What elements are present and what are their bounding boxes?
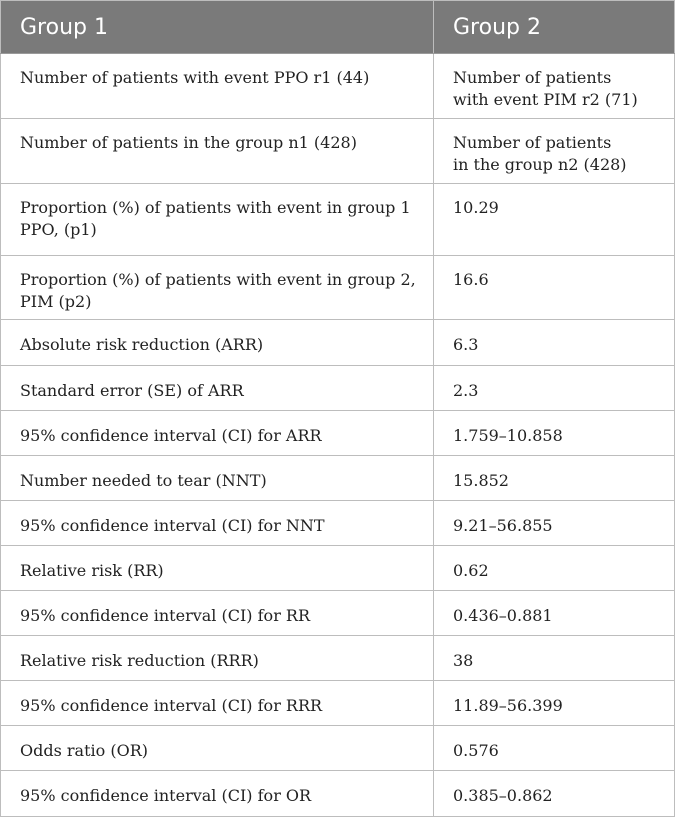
row-label: Number of patients in the group n1 (428) <box>1 119 434 184</box>
table-row <box>1 366 675 411</box>
row-value: 38 <box>434 636 675 681</box>
row-value: Number of patients with event PIM r2 (71) <box>434 54 675 119</box>
row-label: Number of patients with event PPO r1 (44) <box>1 54 434 119</box>
row-value: 9.21–56.855 <box>434 501 675 546</box>
table-row <box>1 501 675 546</box>
table-row <box>1 726 675 771</box>
row-label: Standard error (SE) of ARR <box>1 366 434 411</box>
row-value: 11.89–56.399 <box>434 681 675 726</box>
table-row <box>1 636 675 681</box>
table-row <box>1 320 675 366</box>
row-label: 95% confidence interval (CI) for NNT <box>1 501 434 546</box>
row-value: 0.436–0.881 <box>434 591 675 636</box>
row-label: Number needed to tear (NNT) <box>1 456 434 501</box>
table-row <box>1 681 675 726</box>
header-group-2: Group 2 <box>434 1 675 54</box>
row-label: 95% confidence interval (CI) for OR <box>1 771 434 817</box>
table-row <box>1 54 675 119</box>
row-value: 15.852 <box>434 456 675 501</box>
table-header <box>1 1 675 54</box>
row-label: 95% confidence interval (CI) for RRR <box>1 681 434 726</box>
table-row <box>1 591 675 636</box>
header-row <box>1 1 675 54</box>
row-value: 0.576 <box>434 726 675 771</box>
row-value: 16.6 <box>434 256 675 320</box>
row-label: Relative risk reduction (RRR) <box>1 636 434 681</box>
row-label: Odds ratio (OR) <box>1 726 434 771</box>
row-value: 6.3 <box>434 320 675 366</box>
header-group-1: Group 1 <box>1 1 434 54</box>
row-value: 1.759–10.858 <box>434 411 675 456</box>
table-body <box>1 54 675 817</box>
table-row <box>1 184 675 256</box>
row-label: Absolute risk reduction (ARR) <box>1 320 434 366</box>
table-row <box>1 771 675 817</box>
row-value: 2.3 <box>434 366 675 411</box>
row-value: Number of patients in the group n2 (428) <box>434 119 675 184</box>
table-row <box>1 411 675 456</box>
row-value: 0.62 <box>434 546 675 591</box>
row-label: Relative risk (RR) <box>1 546 434 591</box>
row-value: 10.29 <box>434 184 675 256</box>
row-label: 95% confidence interval (CI) for ARR <box>1 411 434 456</box>
row-value: 0.385–0.862 <box>434 771 675 817</box>
table-row <box>1 456 675 501</box>
row-label: Proportion (%) of patients with event in group 1 PPO, (p1) <box>1 184 434 256</box>
table-row <box>1 119 675 184</box>
table-row <box>1 546 675 591</box>
row-label: 95% confidence interval (CI) for RR <box>1 591 434 636</box>
table-row <box>1 256 675 320</box>
row-label: Proportion (%) of patients with event in group 2, PIM (p2) <box>1 256 434 320</box>
